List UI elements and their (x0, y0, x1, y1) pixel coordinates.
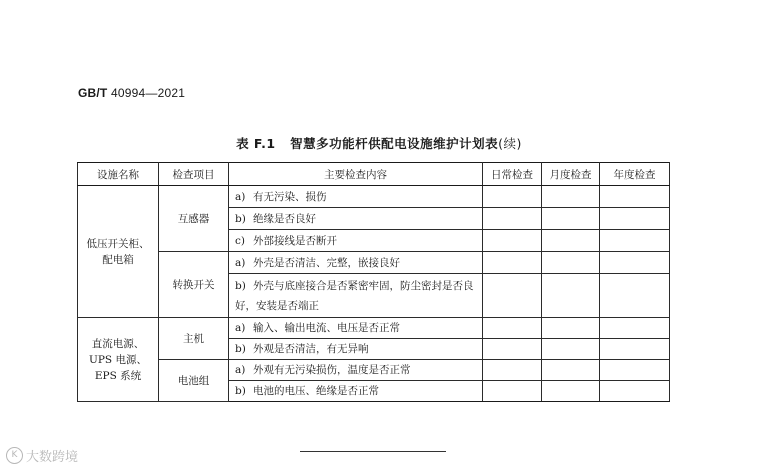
content-marker: a) (235, 190, 246, 203)
check-item-cell: 互感器 (159, 186, 229, 252)
facility-cell (78, 186, 159, 318)
check-content-cell (229, 381, 483, 402)
content-marker: c) (235, 234, 245, 247)
check-content-cell (229, 208, 483, 230)
facility-cell (78, 318, 159, 402)
content-text: 绝缘是否良好 (253, 212, 316, 225)
check-content-cell (229, 252, 483, 274)
maintenance-plan-table (77, 162, 670, 402)
monthly-check-cell[interactable] (542, 252, 600, 274)
annual-check-cell[interactable] (600, 318, 670, 339)
table-row (78, 318, 670, 339)
monthly-check-cell[interactable] (542, 360, 600, 381)
watermark-logo-icon: K (6, 447, 23, 464)
monthly-check-cell[interactable] (542, 318, 600, 339)
monthly-check-cell[interactable] (542, 186, 600, 208)
content-text: 外观是否清洁，有无异响 (253, 343, 369, 355)
content-marker: a) (235, 364, 246, 376)
table-row (78, 186, 670, 208)
table-row (78, 252, 670, 274)
monthly-check-cell[interactable] (542, 381, 600, 402)
content-marker: b) (235, 385, 246, 397)
annual-check-cell[interactable] (600, 339, 670, 360)
annual-check-cell[interactable] (600, 360, 670, 381)
watermark (6, 446, 78, 465)
check-item-cell: 转换开关 (159, 252, 229, 318)
monthly-check-cell[interactable] (542, 274, 600, 318)
check-content-cell (229, 360, 483, 381)
table-title-prefix: 表 F.1 (236, 136, 276, 151)
daily-check-cell[interactable] (483, 230, 542, 252)
content-marker: b) (235, 279, 246, 292)
column-header: 年度检查 (600, 163, 670, 186)
facility-name-line: EPS 系统 (94, 369, 142, 382)
standard-prefix: GB/T (78, 86, 108, 100)
check-item-cell: 主机 (159, 318, 229, 360)
content-text: 外壳与底座接合是否紧密牢固，防尘密封是否良好，安装是否端正 (235, 279, 474, 312)
check-item-cell: 电池组 (159, 360, 229, 402)
content-text: 输入、输出电流、电压是否正常 (253, 322, 400, 334)
content-marker: a) (235, 322, 246, 334)
check-content-cell (229, 230, 483, 252)
content-marker: a) (235, 256, 246, 269)
column-header: 主要检查内容 (229, 163, 483, 186)
check-content-cell (229, 186, 483, 208)
facility-name-line: 直流电源、 (91, 337, 145, 350)
annual-check-cell[interactable] (600, 208, 670, 230)
standard-header (78, 86, 185, 100)
content-text: 外壳是否清洁、完整，嵌接良好 (253, 256, 400, 269)
content-text: 外观有无污染损伤，温度是否正常 (253, 364, 411, 376)
annual-check-cell[interactable] (600, 230, 670, 252)
daily-check-cell[interactable] (483, 186, 542, 208)
daily-check-cell[interactable] (483, 381, 542, 402)
column-header: 设施名称 (78, 163, 159, 186)
monthly-check-cell[interactable] (542, 230, 600, 252)
facility-name-line: 低压开关柜、 (86, 237, 150, 250)
check-content-cell (229, 318, 483, 339)
page-footer-rule (300, 451, 446, 452)
daily-check-cell[interactable] (483, 318, 542, 339)
table-row (78, 360, 670, 381)
column-header: 检查项目 (159, 163, 229, 186)
daily-check-cell[interactable] (483, 360, 542, 381)
column-header: 月度检查 (542, 163, 600, 186)
facility-name-line: UPS 电源、 (89, 353, 147, 366)
daily-check-cell[interactable] (483, 274, 542, 318)
daily-check-cell[interactable] (483, 252, 542, 274)
table-title-main: 智慧多功能杆供配电设施维护计划表 (290, 136, 499, 151)
annual-check-cell[interactable] (600, 381, 670, 402)
column-header: 日常检查 (483, 163, 542, 186)
table-header-row (78, 163, 670, 186)
monthly-check-cell[interactable] (542, 208, 600, 230)
content-marker: b) (235, 212, 246, 225)
content-text: 电池的电压、绝缘是否正常 (253, 385, 379, 397)
content-marker: b) (235, 343, 246, 355)
facility-name-line: 配电箱 (102, 253, 134, 266)
content-text: 有无污染、损伤 (253, 190, 327, 203)
annual-check-cell[interactable] (600, 252, 670, 274)
annual-check-cell[interactable] (600, 274, 670, 318)
check-content-cell (229, 339, 483, 360)
annual-check-cell[interactable] (600, 186, 670, 208)
daily-check-cell[interactable] (483, 208, 542, 230)
table-title-suffix: (续) (498, 136, 522, 151)
check-content-cell (229, 274, 483, 318)
standard-number: 40994—2021 (111, 86, 186, 100)
table-title (0, 134, 758, 152)
daily-check-cell[interactable] (483, 339, 542, 360)
watermark-text: 大数跨境 (26, 450, 79, 465)
content-text: 外部接线是否断开 (253, 234, 337, 247)
monthly-check-cell[interactable] (542, 339, 600, 360)
